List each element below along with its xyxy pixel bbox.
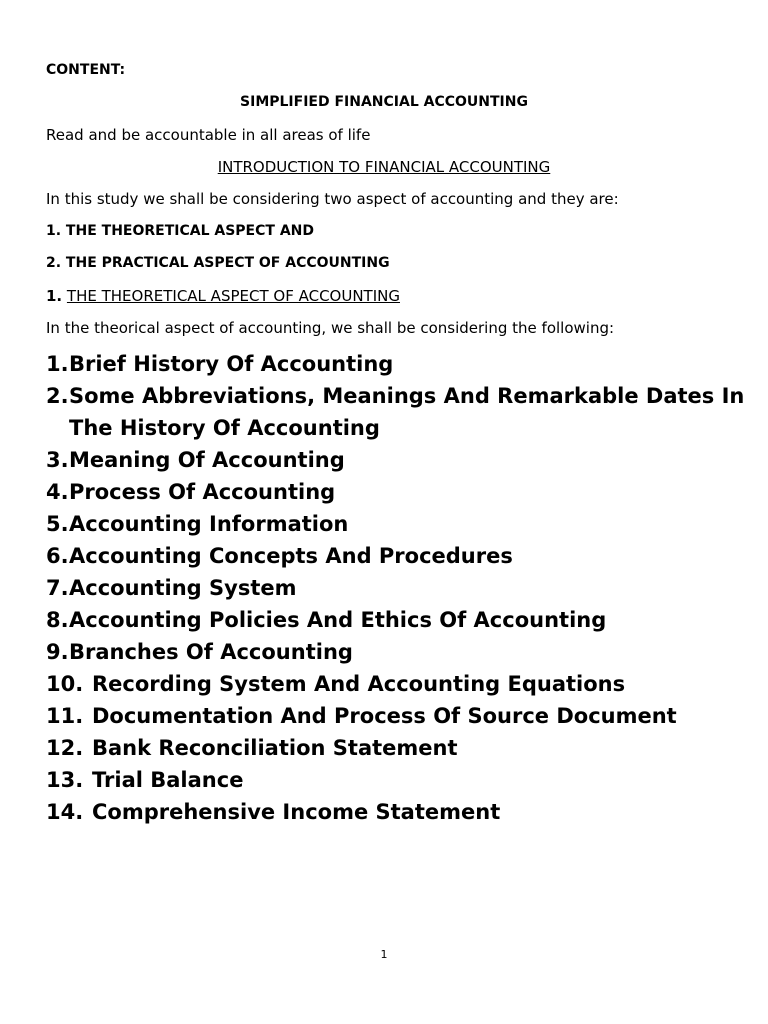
- list-item: [46, 636, 746, 668]
- list-item-number: 2.: [46, 384, 69, 408]
- list-item-number: 13.: [46, 768, 84, 792]
- section-heading: INTRODUCTION TO FINANCIAL ACCOUNTING: [217, 158, 551, 176]
- intro-paragraph: In this study we shall be considering two aspect of accounting and they are:: [46, 190, 619, 208]
- list-item-number: 5.: [46, 512, 69, 536]
- aspect-item-2: 2. THE PRACTICAL ASPECT OF ACCOUNTING: [46, 255, 390, 271]
- list-item-number: 6.: [46, 544, 69, 568]
- list-item-number: 10.: [46, 672, 84, 696]
- list-item-text: Meaning Of Accounting: [69, 448, 345, 472]
- list-item: [46, 700, 746, 732]
- list-item-text: Process Of Accounting: [69, 480, 336, 504]
- list-item-number: 12.: [46, 736, 84, 760]
- list-item: [46, 572, 746, 604]
- list-item-number: 9.: [46, 640, 69, 664]
- list-item-text: Documentation And Process Of Source Document: [92, 704, 677, 728]
- topics-list: [46, 348, 746, 828]
- list-item: [46, 764, 746, 796]
- list-item-text: Accounting Policies And Ethics Of Accounting: [69, 608, 607, 632]
- list-item: [46, 444, 746, 476]
- list-item: [46, 668, 746, 700]
- subsection-number: 1.: [46, 287, 63, 305]
- list-item-text: Accounting System: [69, 576, 297, 600]
- list-item-number: 11.: [46, 704, 84, 728]
- list-item-number: 3.: [46, 448, 69, 472]
- list-item: [46, 476, 746, 508]
- motto-text: Read and be accountable in all areas of life: [46, 126, 371, 144]
- list-item-number: 1.: [46, 352, 69, 376]
- list-item-text: Trial Balance: [92, 768, 244, 792]
- subsection-title: THE THEORETICAL ASPECT OF ACCOUNTING: [66, 287, 400, 305]
- list-item-number: 7.: [46, 576, 69, 600]
- aspect-item-1: 1. THE THEORETICAL ASPECT AND: [46, 223, 314, 239]
- document-title: SIMPLIFIED FINANCIAL ACCOUNTING: [240, 94, 528, 110]
- list-item-text: Comprehensive Income Statement: [92, 800, 501, 824]
- subsection-heading: [46, 287, 400, 305]
- list-item-number: 4.: [46, 480, 69, 504]
- list-item-text: Accounting Concepts And Procedures: [69, 544, 513, 568]
- list-item-text: Brief History Of Accounting: [69, 352, 394, 376]
- list-item-text: Branches Of Accounting: [69, 640, 353, 664]
- list-item: [46, 348, 746, 380]
- subsection-intro: In the theorical aspect of accounting, we shall be considering the following:: [46, 319, 615, 337]
- list-item: [46, 508, 746, 540]
- list-item: [46, 540, 746, 572]
- list-item: [46, 604, 746, 636]
- list-item-number: 14.: [46, 800, 84, 824]
- page-number: 1: [380, 948, 388, 961]
- list-item: [46, 796, 746, 828]
- list-item-text: Accounting Information: [69, 512, 349, 536]
- list-item-text: Some Abbreviations, Meanings And Remarkable Dates In The History Of Accounting: [69, 384, 745, 440]
- list-item: [46, 380, 746, 444]
- list-item: [46, 732, 746, 764]
- list-item-text: Bank Reconciliation Statement: [92, 736, 458, 760]
- list-item-text: Recording System And Accounting Equations: [92, 672, 626, 696]
- content-label: CONTENT:: [46, 62, 126, 78]
- list-item-number: 8.: [46, 608, 69, 632]
